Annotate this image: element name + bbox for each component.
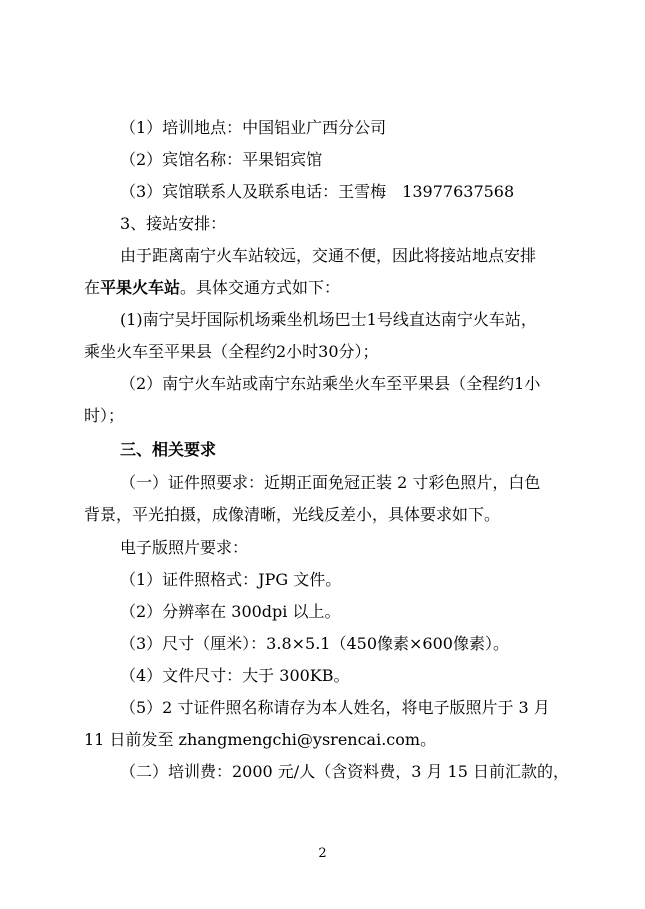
page-number: 2: [318, 846, 327, 861]
pickup-paragraph-line2: [84, 278, 340, 298]
photo-file-size: （4）文件尺寸：大于 300KB。: [120, 666, 350, 685]
photo-format: （1）证件照格式：JPG 文件。: [120, 570, 342, 589]
pickup-heading: 3、接站安排：: [120, 214, 227, 233]
photo-requirement-line2: 背景，平光拍摄，成像清晰，光线反差小，具体要求如下。: [84, 505, 501, 524]
pickup-text-prefix: 在: [84, 278, 101, 297]
transport-option-1-line1: (1)南宁吴圩国际机场乘坐机场巴士1号线直达南宁火车站，: [120, 310, 537, 329]
hotel-contact: （3）宾馆联系人及联系电话：王雪梅 13977637568: [120, 182, 515, 201]
section-heading-requirements: 三、相关要求: [120, 440, 217, 459]
pickup-paragraph-line1: 由于距离南宁火车站较远，交通不便，因此将接站地点安排: [120, 246, 537, 265]
photo-naming-line1: （5）2 寸证件照名称请存为本人姓名，将电子版照片于 3 月: [120, 698, 550, 717]
transport-option-2-line1: （2）南宁火车站或南宁东站乘坐火车至平果县（全程约1小: [120, 374, 541, 393]
photo-requirement-line1: （一）证件照要求：近期正面免冠正装 2 寸彩色照片，白色: [120, 473, 541, 492]
photo-naming-line2: 11 日前发至 zhangmengchi@ysrencai.com。: [84, 730, 437, 749]
transport-option-1-line2: 乘坐火车至平果县（全程约2小时30分）；: [84, 342, 379, 361]
pickup-station: 平果火车站: [100, 278, 181, 297]
photo-size: （3）尺寸（厘米）：3.8×5.1（450像素×600像素）。: [120, 634, 509, 653]
photo-resolution: （2）分辨率在 300dpi 以上。: [120, 602, 341, 621]
training-fee: （二）培训费：2000 元/人（含资料费，3 月 15 日前汇款的，: [120, 762, 569, 781]
training-location: （1）培训地点：中国铝业广西分公司: [120, 118, 387, 137]
transport-option-2-line2: 时）；: [84, 406, 125, 425]
digital-photo-heading: 电子版照片要求：: [120, 538, 249, 557]
pickup-text-suffix: 。具体交通方式如下：: [180, 278, 341, 297]
hotel-name: （2）宾馆名称：平果铝宾馆: [120, 150, 323, 169]
